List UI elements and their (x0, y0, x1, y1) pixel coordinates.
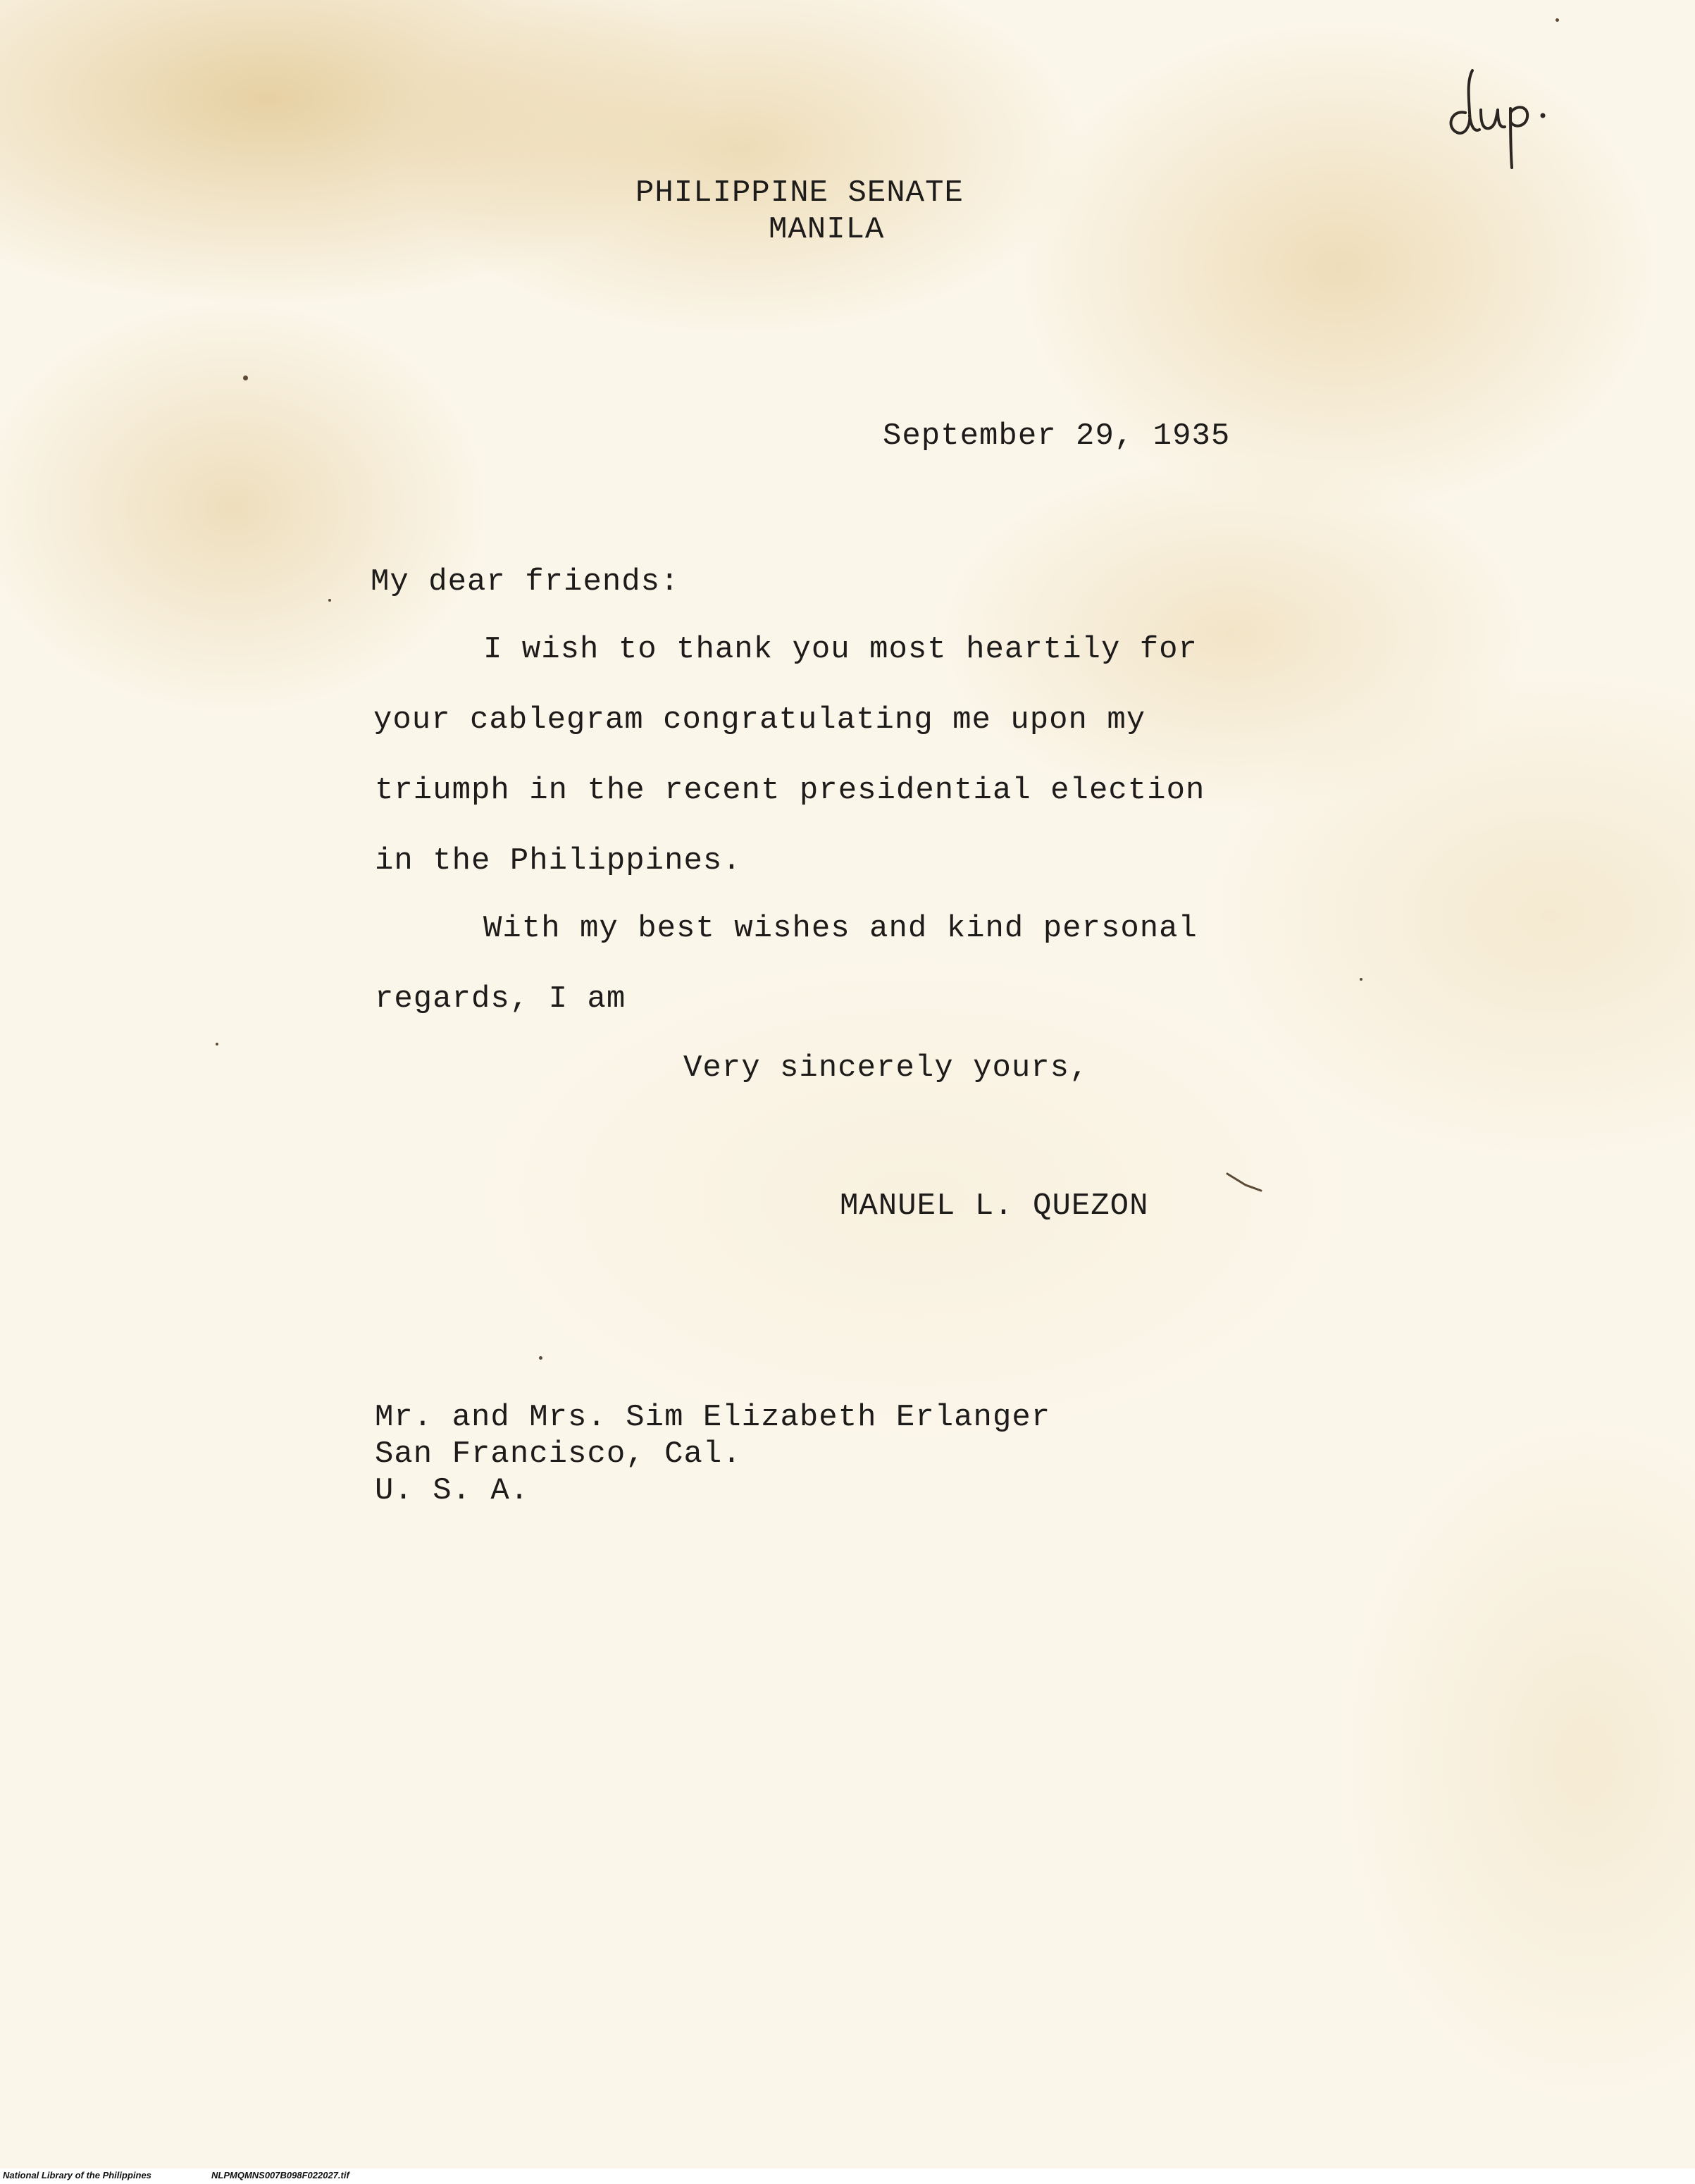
body-line: I wish to thank you most heartily for (483, 632, 1198, 667)
ink-speck (1360, 978, 1362, 981)
complimentary-close: Very sincerely yours, (683, 1050, 1089, 1086)
letter-date: September 29, 1935 (883, 418, 1231, 454)
ink-speck (1556, 18, 1559, 22)
body-line: With my best wishes and kind personal (483, 911, 1198, 946)
letterhead-title: PHILIPPINE SENATE (635, 175, 964, 211)
addressee-line: Mr. and Mrs. Sim Elizabeth Erlanger (375, 1400, 1051, 1435)
body-line: regards, I am (375, 981, 626, 1017)
ink-speck (243, 376, 248, 380)
body-line: triumph in the recent presidential election (375, 773, 1205, 808)
footer-library-name: National Library of the Philippines (3, 2170, 151, 2180)
footer-file-name: NLPMQMNS007B098F022027.tif (211, 2170, 349, 2180)
ink-speck (328, 599, 331, 602)
letterhead-city: MANILA (769, 212, 885, 247)
ink-speck (216, 1043, 218, 1046)
signer-name: MANUEL L. QUEZON (840, 1189, 1149, 1224)
body-line: your cablegram congratulating me upon my (373, 702, 1146, 738)
ink-speck (539, 1356, 542, 1360)
salutation: My dear friends: (371, 564, 680, 600)
body-line: in the Philippines. (375, 843, 742, 879)
addressee-line: San Francisco, Cal. (375, 1437, 742, 1472)
ink-smudge (1224, 1169, 1267, 1198)
handwritten-dup-note (1437, 42, 1578, 176)
addressee-line: U. S. A. (375, 1473, 530, 1508)
